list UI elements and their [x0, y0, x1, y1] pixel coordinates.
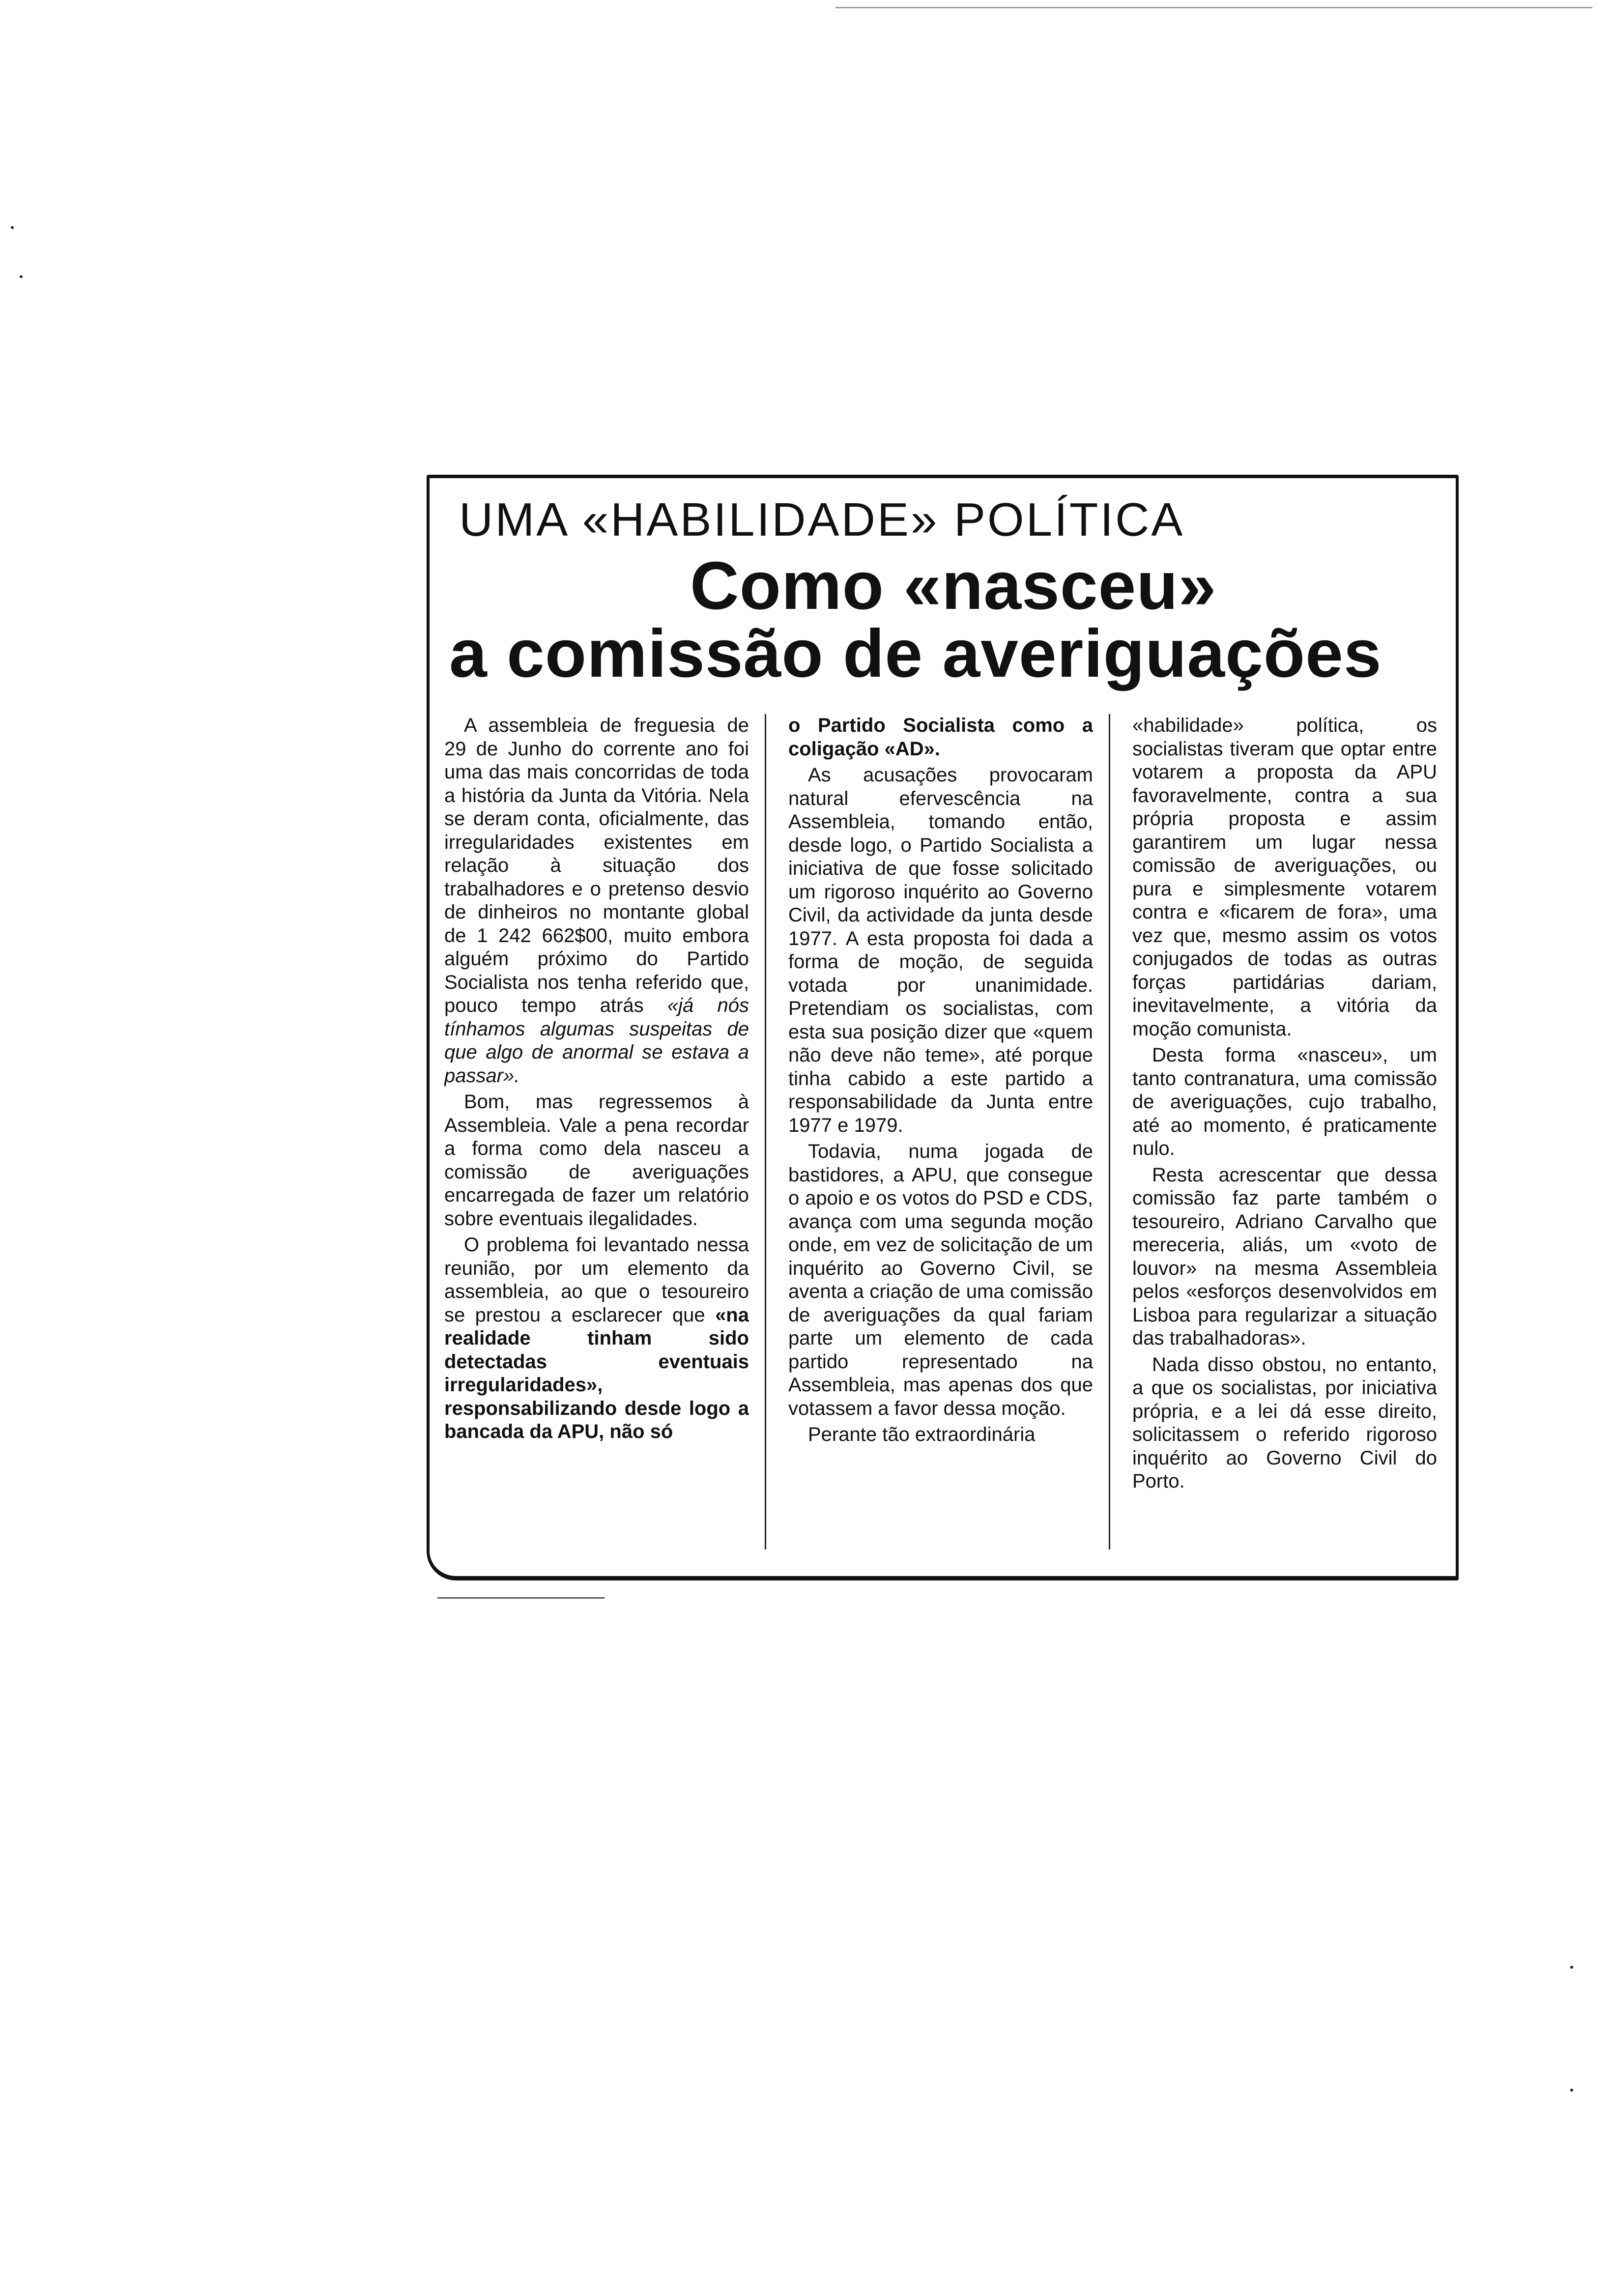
- scan-speck: [1570, 1966, 1573, 1969]
- paragraph-continuation-bold: o Partido Socialista como a coligação «AD».: [788, 715, 1093, 760]
- paragraph: [444, 714, 749, 1088]
- scan-artifact-line: [835, 7, 1592, 8]
- paragraph: [788, 714, 1093, 761]
- article-column-2: [788, 714, 1093, 1559]
- paragraph: «habilidade» política, os socialistas tiveram que optar entre votarem a proposta da APU favoravelmente, contra a sua própria proposta e assim garantirem um lugar nessa comissão de averiguações, ou pura e simplesmente votarem contra e «ficarem de fora», uma vez que, mesmo assim os votos conjugados de todas as outras forças partidárias dariam, inevitavelmente, a vitória da moção comunista.: [1132, 715, 1437, 1040]
- scan-artifact-line: [437, 1597, 604, 1599]
- paragraph-quote-bold: «na realidade tinham sido detectadas eventuais irregularidades», responsabilizando desde logo a bancada da APU, não só: [444, 1304, 749, 1442]
- headline-line-1: Como «nasceu»: [690, 548, 1217, 624]
- article-body: [444, 714, 1447, 1559]
- paragraph-text: O problema foi levantado nessa reunião, por um elemento da assembleia, ao que o tesoureiro se prestou a esclarecer que: [444, 1234, 749, 1326]
- article-column-3: [1132, 714, 1437, 1559]
- scan-speck: [11, 226, 14, 229]
- paragraph: Desta forma «nasceu», um tanto contranatura, uma comissão de averiguações, cujo trabalho, até ao momento, é praticamente nulo.: [1132, 1044, 1437, 1159]
- paragraph: [444, 1234, 749, 1444]
- column-divider: [765, 714, 766, 1550]
- article-column-1: [444, 714, 749, 1559]
- paragraph-quote-italic: «já nós tínhamos algumas suspeitas de que algo de anormal se estava a passar».: [444, 995, 749, 1087]
- column-divider: [1109, 714, 1110, 1550]
- paragraph: Nada disso obstou, no entanto, a que os socialistas, por iniciativa própria, e a lei dá esse direito, solicitassem o referido rigoroso inquérito ao Governo Civil do Porto.: [1132, 1353, 1437, 1492]
- paragraph: Todavia, numa jogada de bastidores, a APU, que consegue o apoio e os votos do PSD e CDS, avança com uma segunda moção onde, em vez de solicitação de um inquérito ao Governo Civil, se aventa a criação de uma comissão de averiguações da qual fariam parte um elemento de cada partido representado na Assembleia, mas apenas dos que votassem a favor dessa moção.: [788, 1141, 1093, 1419]
- article-headline: [449, 548, 1452, 691]
- article-kicker: UMA «HABILIDADE» POLÍTICA: [459, 493, 1185, 546]
- paragraph: Perante tão extraordinária: [808, 1424, 1036, 1445]
- paragraph: Bom, mas regressemos à Assembleia. Vale a pena recordar a forma como dela nasceu a comissão de averiguações encarregada de fazer um relatório sobre eventuais ilegalidades.: [444, 1091, 749, 1230]
- scan-speck: [1570, 2089, 1573, 2092]
- paragraph: Resta acrescentar que dessa comissão faz parte também o tesoureiro, Adriano Carvalho que mereceria, aliás, um «voto de louvor» na mesma Assembleia pelos «esforços desenvolvidos em Lisboa para regularizar a situação das trabalhadoras».: [1132, 1164, 1437, 1349]
- newspaper-clipping: [427, 475, 1459, 1580]
- scan-speck: [20, 275, 23, 278]
- paragraph-text: A assembleia de freguesia de 29 de Junho do corrente ano foi uma das mais concorridas de toda a história da Junta da Vitória. Nela se deram conta, oficialmente, das irregularidades existentes em relação à situação dos trabalhadores e o pretenso desvio de dinheiros no montante global de 1 242 662$00, muito embora alguém próximo do Partido Socialista nos tenha referido que, pouco tempo atrás: [444, 715, 749, 1016]
- paragraph: As acusações provocaram natural efervescência na Assembleia, tomando então, desde logo, o Partido Socialista a iniciativa de que fosse solicitado um rigoroso inquérito ao Governo Civil, da actividade da junta desde 1977. A esta proposta foi dada a forma de moção, de seguida votada por unanimidade. Pretendiam os socialistas, com esta sua posição dizer que «quem não deve não teme», até porque tinha cabido a este partido a responsabilidade da Junta entre 1977 e 1979.: [788, 764, 1093, 1136]
- headline-line-2: a comissão de averiguações: [449, 616, 1382, 691]
